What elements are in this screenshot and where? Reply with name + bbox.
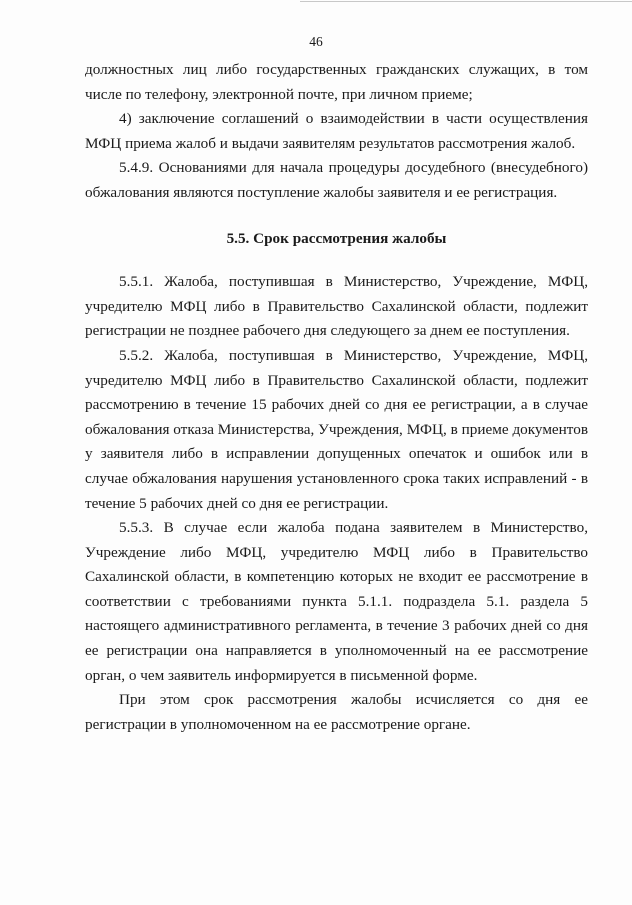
paragraph-closing: При этом срок рассмотрения жалобы исчисляется со дня ее регистрации в уполномоченном на ее рассмотрение органе. xyxy=(85,691,588,733)
section-heading: 5.5. Срок рассмотрения жалобы xyxy=(226,229,447,247)
scan-edge-line xyxy=(300,1,632,2)
paragraph-item-4: 4) заключение соглашений о взаимодействии в части осуществления МФЦ приема жалоб и выдачи заявителям результатов рассмотрения жалоб. xyxy=(85,110,588,152)
document-body xyxy=(85,58,588,737)
page-number: 46 xyxy=(309,34,323,49)
paragraph-5-5-1: 5.5.1. Жалоба, поступившая в Министерство, Учреждение, МФЦ, учредителю МФЦ либо в Правительство Сахалинской области, подлежит регистрации не позднее рабочего дня следующего за днем ее поступления. xyxy=(85,273,588,340)
paragraph-5-5-2: 5.5.2. Жалоба, поступившая в Министерство, Учреждение, МФЦ, учредителю МФЦ либо в Правительство Сахалинской области, подлежит рассмотрению в течение 15 рабочих дней со дня ее регистрации, а в случае обжалования отказа Министерства, Учреждения, МФЦ, в приеме документов у заявителя либо в исправлении допущенных опечаток и ошибок или в случае обжалования нарушения установленного срока таких исправлений - в течение 5 рабочих дней со дня ее регистрации. xyxy=(85,346,588,512)
paragraph-continuation: должностных лиц либо государственных гражданских служащих, в том числе по телефону, электронной почте, при личном приеме; xyxy=(85,61,588,103)
paragraph-5-5-3: 5.5.3. В случае если жалоба подана заявителем в Министерство, Учреждение либо МФЦ, учредителю МФЦ либо в Правительство Сахалинской области, в компетенцию которых не входит ее рассмотрение в соответствии с требованиями пункта 5.1.1. подраздела 5.1. раздела 5 настоящего административного регламента, в течение 3 рабочих дней со дня ее регистрации она направляется в уполномоченный на ее рассмотрение орган, о чем заявитель информируется в письменной форме. xyxy=(85,519,588,684)
paragraph-5-4-9: 5.4.9. Основаниями для начала процедуры досудебного (внесудебного) обжалования являются поступление жалобы заявителя и ее регистрация. xyxy=(85,159,588,201)
